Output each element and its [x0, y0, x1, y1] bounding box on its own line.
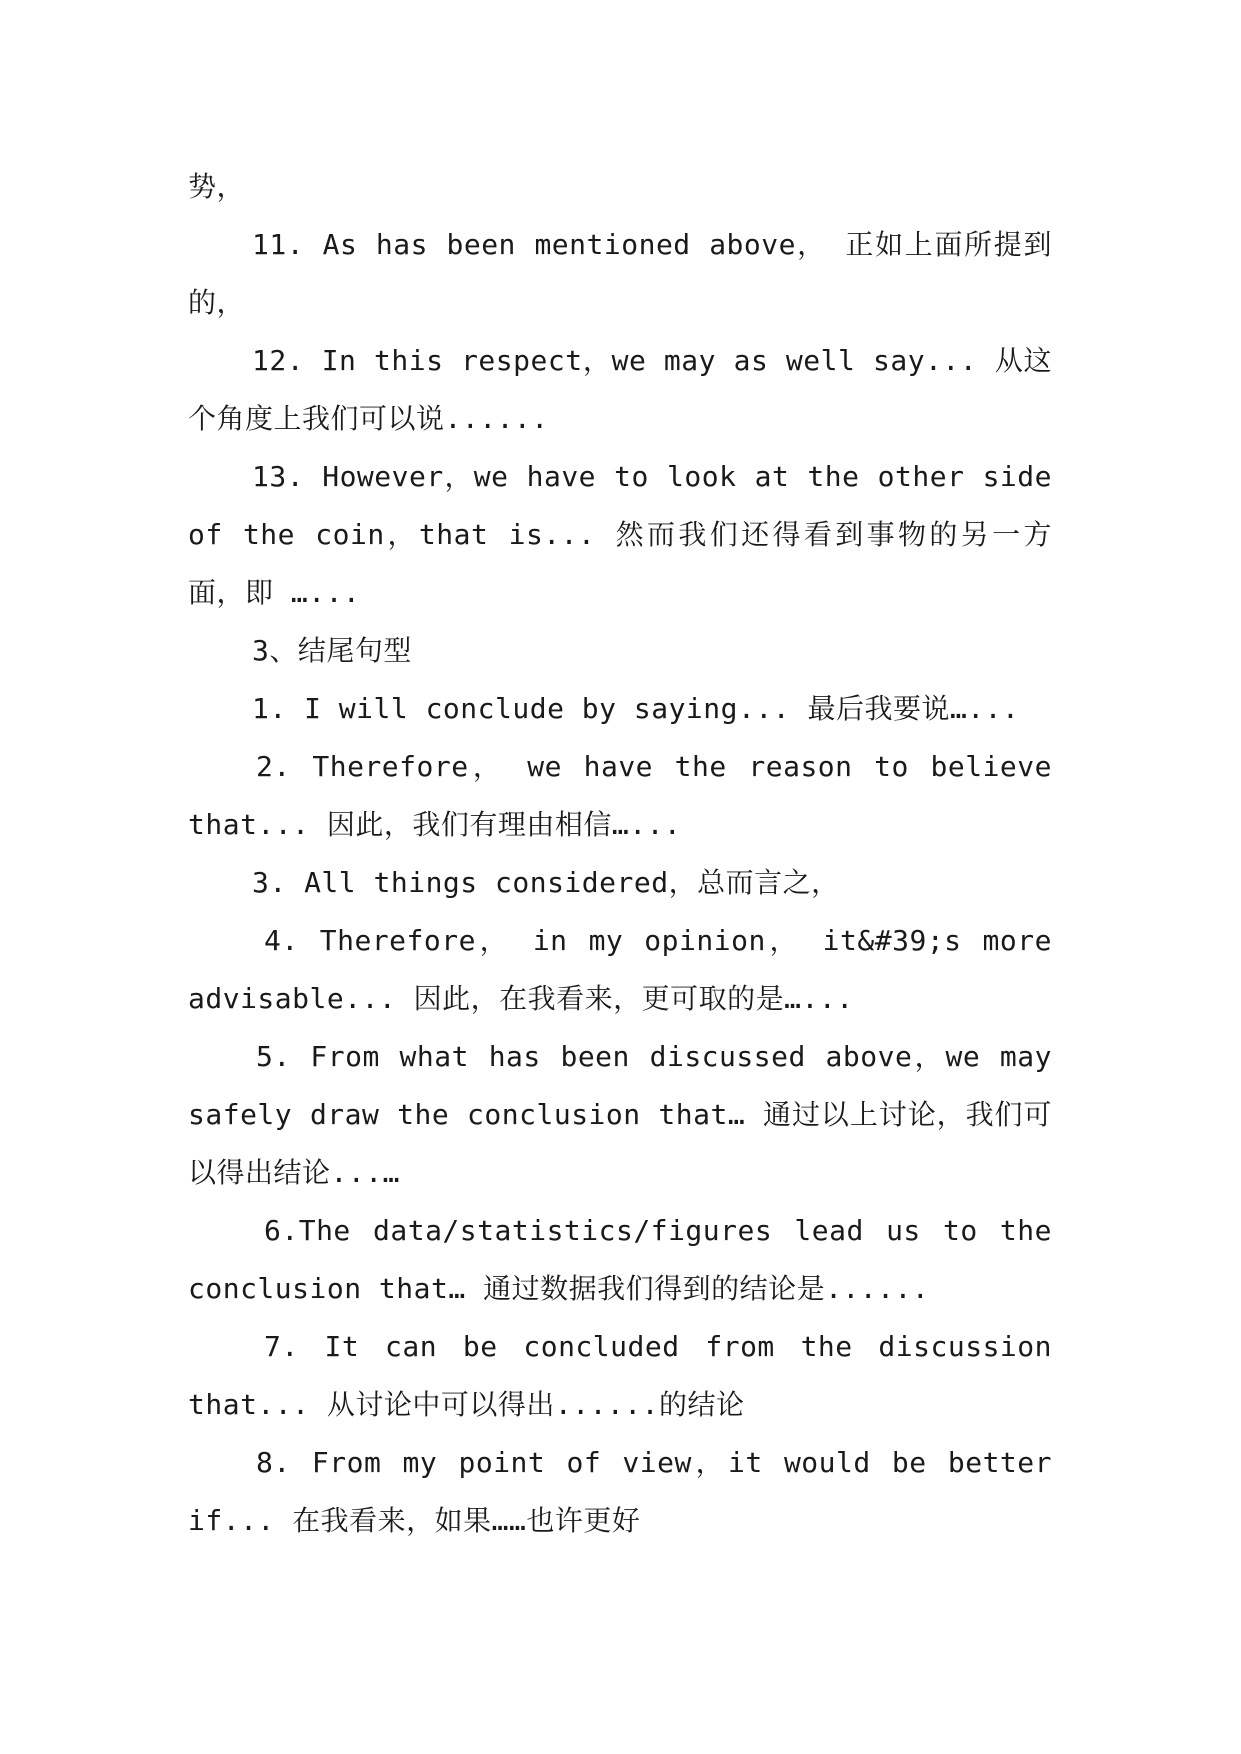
paragraph-item-7: 7. It can be concluded from the discussion that... 从讨论中可以得出......的结论: [188, 1330, 1052, 1421]
section-heading: 3、结尾句型: [252, 634, 412, 667]
paragraph-item-12: 12. In this respect，we may as well say... 从这个角度上我们可以说......: [188, 344, 1052, 435]
paragraph-item-6: 6.The data/statistics/figures lead us to the conclusion that… 通过数据我们得到的结论是......: [188, 1214, 1052, 1305]
paragraph-item-11: 11. As has been mentioned above， 正如上面所提到的，: [188, 228, 1052, 319]
paragraph-continuation: 势，: [188, 170, 246, 203]
paragraph-item-8: 8. From my point of view，it would be better if... 在我看来，如果……也许更好: [188, 1446, 1052, 1537]
paragraph-item-3: 3. All things considered，总而言之，: [252, 866, 840, 899]
paragraph-item-4: 4. Therefore， in my opinion， it&#39;s more advisable... 因此，在我看来，更可取的是…...: [188, 924, 1052, 1015]
paragraph-item-13: 13. However，we have to look at the other side of the coin，that is... 然而我们还得看到事物的另一方面，即 …...: [188, 460, 1052, 609]
paragraph-item-5: 5. From what has been discussed above，we may safely draw the conclusion that… 通过以上讨论，我们可以得出结论...…: [188, 1040, 1052, 1189]
paragraph-item-1: 1. I will conclude by saying... 最后我要说…...: [252, 692, 1020, 725]
paragraph-item-2: 2. Therefore， we have the reason to believe that... 因此，我们有理由相信…...: [188, 750, 1052, 841]
document-body: [188, 158, 1052, 1550]
